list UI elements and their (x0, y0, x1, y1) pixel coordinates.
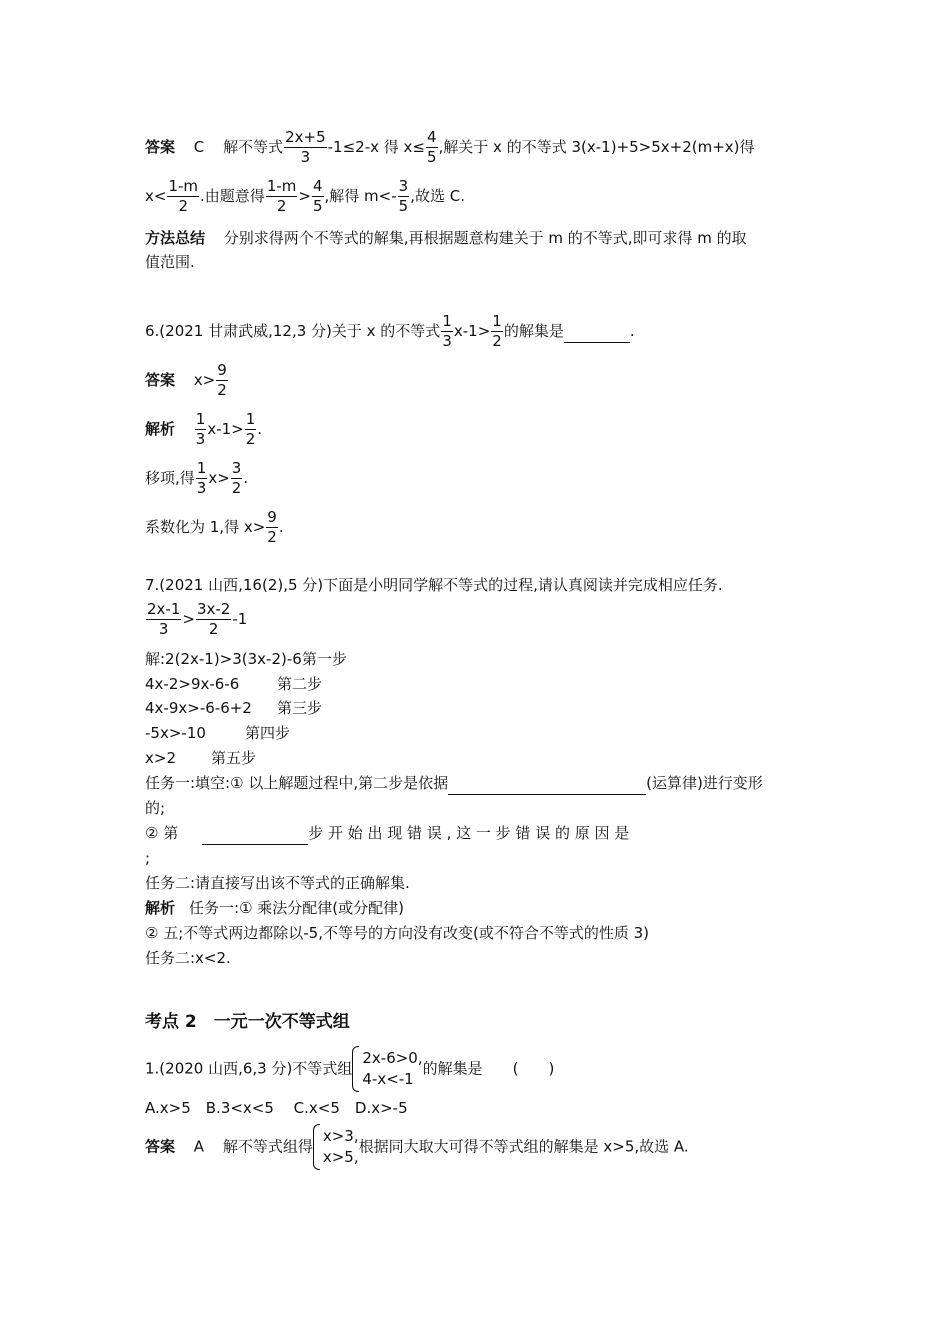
fraction-numerator: 1 (245, 410, 256, 428)
q7-step-5 (145, 747, 256, 769)
fraction-denominator: 2 (208, 620, 219, 638)
answer-text: ,故选 C. (410, 187, 465, 205)
step-label: 第五步 (211, 749, 257, 767)
q7-analysis-2 (145, 922, 649, 944)
fraction-denominator: 5 (312, 197, 323, 215)
method-summary-label: 方法总结 (145, 229, 206, 247)
analysis-text: 任务二:x<2. (145, 949, 231, 967)
question-text: 的解集是 (503, 322, 564, 340)
question-text: 1.(2020 山西,6,3 分)不等式组 (145, 1059, 353, 1078)
analysis-text: x-1> (207, 420, 244, 438)
fraction (196, 459, 208, 498)
method-summary-text: 值范围. (145, 253, 195, 271)
fraction-numerator: 2x-1 (147, 600, 181, 618)
task-text: ; (145, 849, 151, 867)
method-summary-text: 分别求得两个不等式的解集,再根据题意构建关于 m 的不等式,即可求得 m 的取 (223, 229, 747, 247)
question-text: . (629, 322, 635, 340)
analysis-text: 任务一:① 乘法分配律(或分配律) (189, 899, 404, 917)
answer-blank (564, 320, 630, 343)
fraction-denominator: 3 (158, 620, 169, 638)
answer-text: .由题意得 (200, 187, 265, 205)
task-text: ② 第 (145, 824, 179, 842)
answer-blank (448, 772, 646, 795)
q7-step-3 (145, 697, 322, 719)
fraction-numerator: 3x-2 (196, 600, 231, 618)
fraction (491, 312, 503, 351)
answer-choice: C (193, 138, 205, 156)
question-text: x-1> (453, 322, 491, 340)
q7-inequality (145, 600, 247, 639)
section-title: 考点 2 一元一次不等式组 (145, 1012, 350, 1032)
fraction-denominator: 3 (300, 148, 311, 166)
answer-text: x< (145, 187, 167, 205)
fraction-denominator: 2 (267, 528, 277, 546)
answer-text: 解不等式组得 (222, 1137, 313, 1156)
fraction (196, 600, 231, 639)
answer-label: 答案 (145, 371, 176, 389)
analysis-text: . (243, 469, 249, 487)
q7-step-1 (145, 648, 347, 670)
q6-answer (145, 361, 229, 400)
s2-q1-answer (145, 1124, 689, 1170)
analysis-text: ② 五;不等式两边都除以-5,不等号的方向没有改变(或不符合不等式的性质 3) (145, 924, 650, 942)
q7-task1-line-3 (145, 822, 629, 845)
q5-answer-line-2 (145, 177, 465, 216)
fraction (231, 459, 243, 498)
fraction-denominator: 3 (196, 479, 207, 497)
fraction-numerator: 2x+5 (285, 128, 326, 146)
answer-text: 解不等式 (223, 138, 284, 156)
system-row: 2x-6>0, (362, 1049, 423, 1067)
fraction (284, 128, 327, 167)
q7-task1-line-4 (145, 847, 150, 869)
equation-text: > (182, 610, 195, 628)
analysis-text: 移项,得 (145, 469, 195, 487)
brace-icon (313, 1124, 320, 1170)
answer-text: ,解得 m<- (324, 187, 397, 205)
answer-text: ,解关于 x 的不等式 3(x-1)+5>5x+2(m+x)得 (438, 138, 755, 156)
q7-analysis-3 (145, 947, 231, 969)
answer-text: -1≤2-x 得 x≤ (327, 138, 425, 156)
fraction-denominator: 3 (442, 332, 452, 350)
fraction-numerator: 1-m (168, 177, 199, 195)
method-summary-line-2 (145, 251, 195, 273)
q6-step-2 (145, 459, 248, 498)
inequality-system (313, 1124, 359, 1170)
fraction-numerator: 9 (217, 361, 227, 379)
answer-blank (202, 822, 308, 845)
step-expression: 4x-9x>-6-6+2 (145, 699, 252, 717)
fraction (245, 410, 257, 449)
equation-text: -1 (232, 610, 248, 628)
fraction-numerator: 1 (442, 312, 452, 330)
fraction-denominator: 2 (245, 430, 256, 448)
fraction-numerator: 1 (492, 312, 502, 330)
question-text: 的解集是 (422, 1059, 483, 1078)
q5-answer-line-1 (145, 128, 755, 167)
fraction-denominator: 5 (426, 148, 437, 166)
step-expression: -5x>-10 (145, 724, 206, 742)
fraction (312, 177, 324, 216)
answer-text: x> (193, 371, 216, 389)
s2-q1-stem (145, 1046, 554, 1092)
fraction (398, 177, 410, 216)
step-label: 第四步 (245, 724, 291, 742)
inequality-system (352, 1046, 422, 1092)
fraction (266, 177, 298, 216)
brace-icon (352, 1046, 359, 1092)
q7-task2 (145, 872, 410, 894)
fraction (441, 312, 453, 351)
answer-text: > (298, 187, 311, 205)
question-text: 6.(2021 甘肃武威,12,3 分)关于 x 的不等式 (145, 322, 441, 340)
fraction-numerator: 1-m (266, 177, 297, 195)
fraction-denominator: 3 (195, 430, 206, 448)
q7-step-4 (145, 722, 290, 744)
step-text: 解:2(2x-1)>3(3x-2)-6第一步 (145, 650, 347, 668)
q6-analysis (145, 410, 262, 449)
fraction-numerator: 9 (267, 508, 277, 526)
fraction (426, 128, 438, 167)
fraction-denominator: 2 (276, 197, 287, 215)
fraction (195, 410, 207, 449)
analysis-text: x> (208, 469, 230, 487)
options-text: A.x>5 B.3<x<5 C.x<5 D.x>-5 (145, 1099, 408, 1117)
fraction-denominator: 2 (231, 479, 242, 497)
s2-q1-options (145, 1097, 408, 1119)
fraction (146, 600, 181, 639)
step-label: 第二步 (277, 675, 323, 693)
system-row: x>5, (322, 1148, 359, 1166)
fraction-denominator: 2 (178, 197, 189, 215)
fraction-numerator: 3 (398, 177, 409, 195)
fraction-numerator: 1 (196, 459, 207, 477)
answer-label: 答案 (145, 138, 176, 156)
step-expression: x>2 (145, 749, 176, 767)
q6-step-3 (145, 508, 284, 547)
fraction (216, 361, 228, 400)
q7-analysis-1 (145, 897, 404, 919)
fraction-denominator: 2 (217, 381, 227, 399)
fraction-denominator: 5 (398, 197, 409, 215)
analysis-text: 系数化为 1,得 x> (145, 518, 266, 536)
analysis-label: 解析 (145, 420, 176, 438)
fraction-numerator: 1 (195, 410, 206, 428)
fraction-numerator: 4 (426, 128, 437, 146)
answer-paren: ( ) (512, 1059, 555, 1078)
q7-step-2 (145, 673, 322, 695)
q6-stem (145, 312, 635, 351)
task-text: 的; (145, 799, 166, 817)
answer-label: 答案 (145, 1137, 176, 1156)
q7-task1-line-1 (145, 772, 763, 795)
answer-text: 根据同大取大可得不等式组的解集是 x>5,故选 A. (358, 1137, 689, 1156)
q7-stem (145, 574, 723, 596)
task-text: 步 开 始 出 现 错 误 , 这 一 步 错 误 的 原 因 是 (308, 824, 630, 842)
task-text: 任务一:填空:① 以上解题过程中,第二步是依据 (145, 774, 449, 792)
system-row: x>3, (322, 1127, 359, 1145)
task-text: 任务二:请直接写出该不等式的正确解集. (145, 874, 410, 892)
fraction (266, 508, 278, 547)
answer-choice: A (193, 1137, 205, 1156)
method-summary-line-1 (145, 227, 747, 249)
step-expression: 4x-2>9x-6-6 (145, 675, 240, 693)
step-label: 第三步 (277, 699, 323, 717)
fraction-numerator: 3 (231, 459, 242, 477)
section-heading (145, 1011, 350, 1033)
question-text: 7.(2021 山西,16(2),5 分)下面是小明同学解不等式的过程,请认真阅读并完成相应任务. (145, 576, 723, 594)
fraction-denominator: 2 (492, 332, 502, 350)
task-text: (运算律)进行变形 (646, 774, 763, 792)
analysis-text: . (278, 518, 284, 536)
fraction (167, 177, 199, 216)
fraction-numerator: 4 (312, 177, 323, 195)
q7-task1-line-2 (145, 797, 165, 819)
analysis-text: . (257, 420, 263, 438)
analysis-label: 解析 (145, 899, 176, 917)
system-row: 4-x<-1 (362, 1070, 414, 1088)
